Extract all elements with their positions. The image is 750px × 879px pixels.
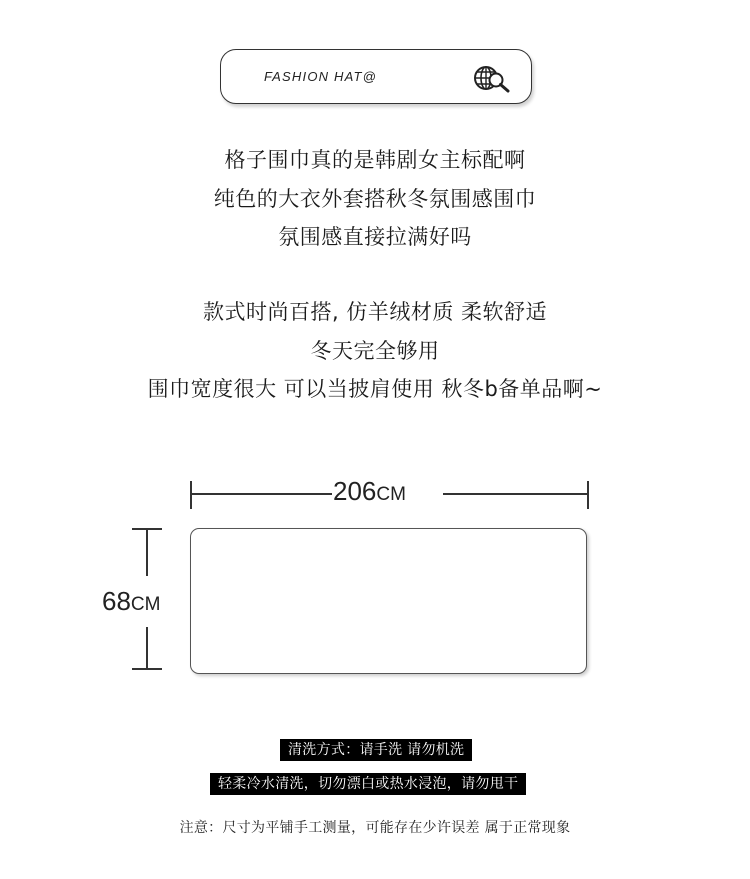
height-label xyxy=(102,586,182,617)
desc-line-3: 氛围感直接拉满好吗 xyxy=(278,225,472,249)
height-unit: CM xyxy=(130,594,161,615)
care-instruction-2: 轻柔冷水清洗，切勿漂白或热水浸泡，请勿甩干 xyxy=(210,773,526,795)
search-bar[interactable] xyxy=(220,49,532,104)
desc-line-1: 格子围巾真的是韩剧女主标配啊 xyxy=(224,148,526,172)
width-line-left xyxy=(190,493,332,495)
care-instruction-1: 清洗方式：请手洗 请勿机洗 xyxy=(280,739,472,761)
desc-line-6: 围巾宽度很大 可以当披肩使用 秋冬b备单品啊~ xyxy=(147,377,603,401)
width-line-right xyxy=(443,493,588,495)
width-unit: CM xyxy=(376,484,406,505)
scarf-outline xyxy=(190,528,587,674)
width-label xyxy=(333,476,433,507)
desc-line-2: 纯色的大衣外套搭秋冬氛围感围巾 xyxy=(213,187,537,211)
height-line-bottom xyxy=(146,627,148,669)
measurement-note: 注意：尺寸为平铺手工测量，可能存在少许误差 属于正常现象 xyxy=(179,820,571,836)
height-value: 68 xyxy=(102,586,131,616)
globe-search-icon[interactable] xyxy=(473,65,517,93)
desc-line-5: 冬天完全够用 xyxy=(310,339,440,363)
height-tick-bottom xyxy=(132,668,162,670)
width-value: 206 xyxy=(333,476,377,506)
search-text: FASHION HAT@ xyxy=(264,69,378,84)
width-tick-right xyxy=(587,481,589,509)
width-tick-left xyxy=(190,481,192,509)
height-line-top xyxy=(146,528,148,576)
desc-line-4: 款式时尚百搭, 仿羊绒材质 柔软舒适 xyxy=(202,300,548,324)
